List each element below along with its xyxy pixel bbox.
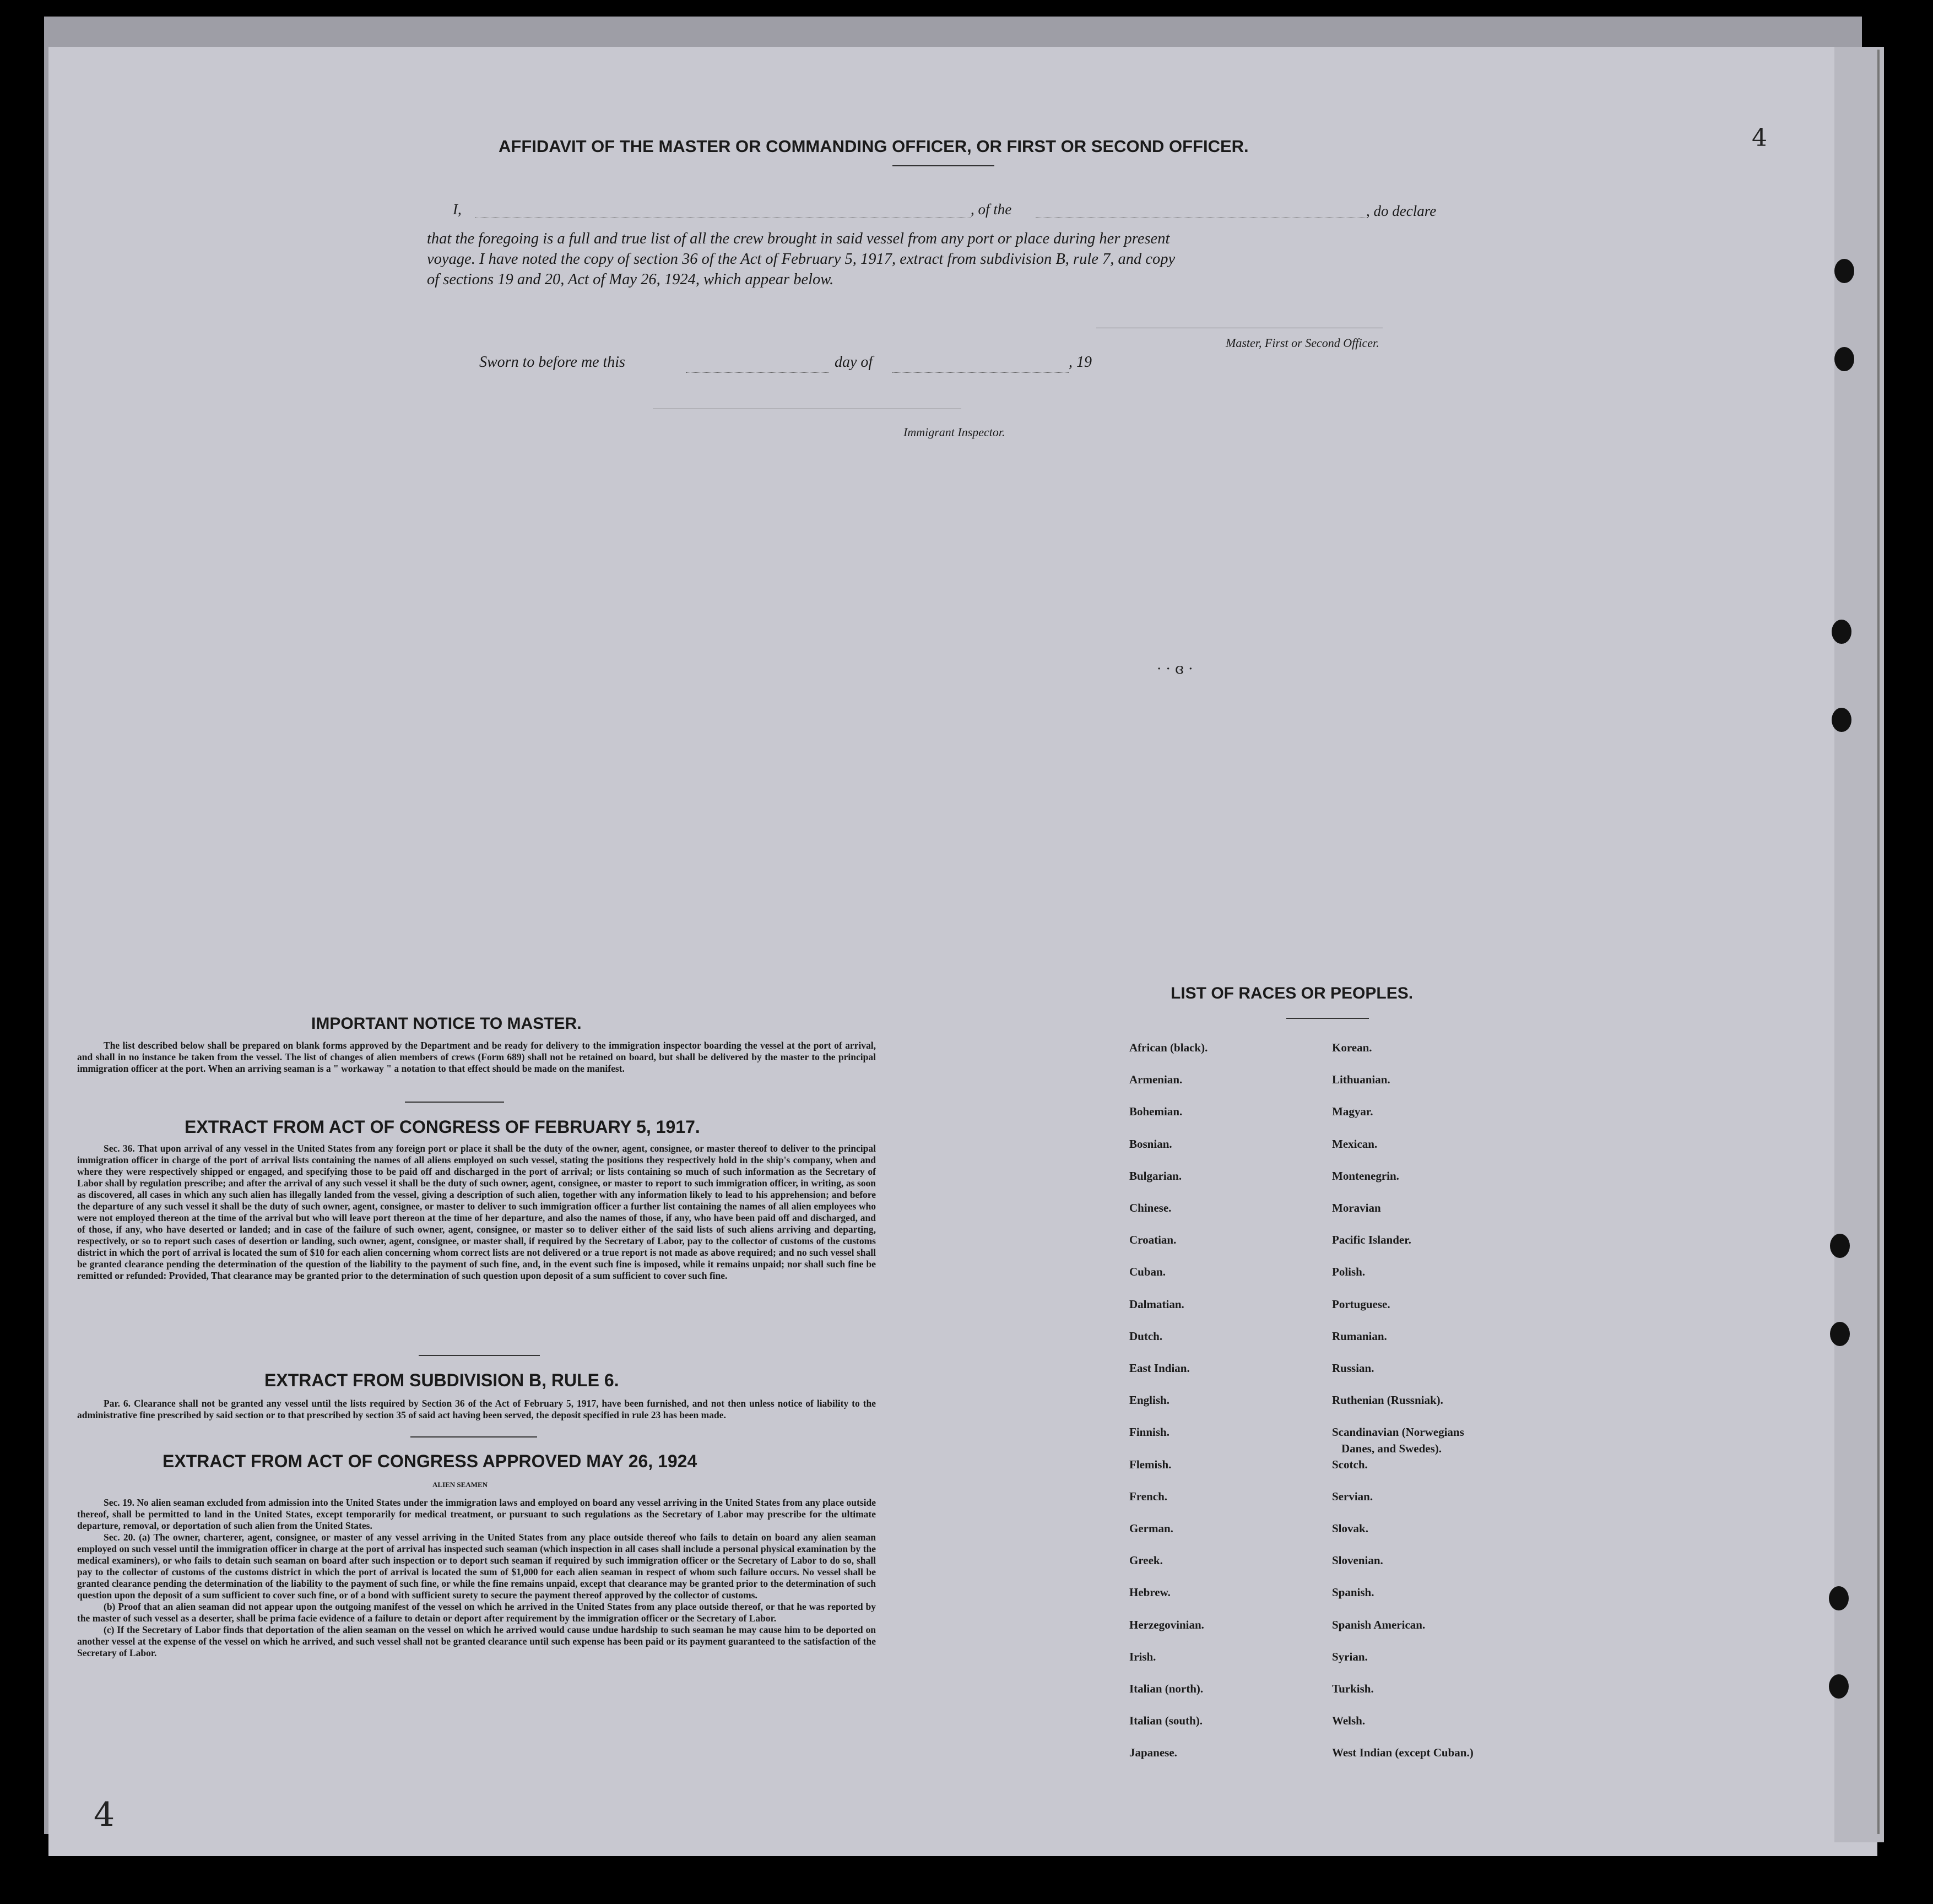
sec-36-paragraph: Sec. 36. That upon arrival of any vessel in the United States from any foreign port or place it shall be the duty of the owner, agent, consignee, or master thereof to deliver to the principal immigration officer in charge of the port of arrival lists containing the names of all aliens employed on such vessel, stating the positions they respectively hold in the ship's company, when and where they were respectively shipped or engaged, and specifying those to be paid off and discharged in the port of arrival; or lists containing so much of such information as the Secretary of Labor shall by regulation prescribe; and after the arrival of any such vessel it shall be the duty of such owner, agent, consignee, or master to report to such immigration officer, in writing, as soon as discovered, all cases in which any such alien has illegally landed from the vessel, giving a description of such alien, together with any information likely to lead to his apprehension; and before the departure of any such vessel it shall be the duty of such owner, agent, consignee, or master to deliver to such immigration officer a further list containing the names of all alien employees who were not employed thereon at the time of the arrival but who will leave port thereon at the time of her departure, and also the names of those, if any, who have been paid off and discharged, and of those, if any, who have deserted or landed; and in case of the failure of such owner, agent, consignee, or master so to deliver either of the said lists of such aliens arriving and departing, respectively, or so to report such cases of desertion or landing, such owner, agent, consignee, or master shall, if required by the Secretary of Labor, pay to the collector of customs of the customs district in which the port of arrival is located the sum of $10 for each alien concerning whom correct lists are not delivered or a true report is not made as above required; and no such vessel shall be granted clearance pending the determination of the question of the liability to the payment of such fine, and, in the event such fine is imposed, while it remains unpaid; nor shall such fine be remitted or refunded: Provided, That clearance may be granted prior to the determination of such question upon deposit of a sum sufficient to cover such fine. [77,1143,876,1281]
race-item: Syrian. [1332,1650,1368,1663]
race-item: West Indian (except Cuban.) [1332,1746,1474,1760]
binder-hole [1830,1322,1850,1346]
race-item: Irish. [1129,1650,1156,1663]
race-item: Rumanian. [1332,1329,1387,1343]
handwritten-page-mark: 4 [94,1795,115,1834]
race-item: Russian. [1332,1361,1374,1375]
extract-1917-title: EXTRACT FROM ACT OF CONGRESS OF FEBRUARY 5, 1917. [185,1117,700,1137]
race-item: Turkish. [1332,1682,1374,1695]
extract-1924-text [77,1497,876,1659]
race-item: Slovak. [1332,1522,1368,1535]
binder-hole [1829,1674,1849,1699]
sec-19-paragraph: Sec. 19. No alien seaman excluded from admission into the United States under the immigration laws and employed on board any vessel arriving in the United States from any place outside thereof, shall be permitted to land in the United States, except temporarily for medical treatment, or pursuant to such regulations as the Secretary of Labor may prescribe for the ultimate departure, removal, or deportation of such alien from the United States. [77,1497,876,1531]
section-rule [405,1102,504,1103]
master-signature-label: Master, First or Second Officer. [1226,336,1379,350]
race-item: Moravian [1332,1201,1381,1214]
race-item: Servian. [1332,1489,1373,1503]
race-item: African (black). [1129,1041,1208,1054]
race-item: Korean. [1332,1041,1372,1054]
inspector-signature-label: Immigrant Inspector. [903,425,1005,439]
year-label: , 19 [1069,354,1092,371]
affidavit-line-3: voyage. I have noted the copy of section 36 of the Act of February 5, 1917, extract from subdivision B, rule 7, and copy [427,251,1176,268]
extract-1917-text [77,1143,876,1282]
binder-hole [1832,620,1851,644]
do-declare-label: , do declare [1366,203,1437,219]
affidavit-title: AFFIDAVIT OF THE MASTER OR COMMANDING OFFICER, OR FIRST OR SECOND OFFICER. [499,137,1249,156]
sec-20b-paragraph: (b) Proof that an alien seaman did not appear upon the outgoing manifest of the vessel on which he arrived in the United States from any place outside thereof, or that he was reported by the master of such vessel as a deserter, shall be prima facie evidence of a failure to detain or deport after requirement by the immigration officer or the Secretary of Labor. [77,1601,876,1624]
title-rule [892,165,994,166]
race-item: Scotch. [1332,1457,1368,1471]
page-edge [1877,50,1880,1834]
par-6-paragraph: Par. 6. Clearance shall not be granted any vessel until the lists required by Section 36 of the Act of February 5, 1917, have been furnished, and not then unless notice of liability to the administrative fine prescribed by said section or to that prescribed by section 35 of said act having been served, the deposit specified in rule 23 has been made. [77,1398,876,1420]
section-rule [419,1355,540,1356]
binder-hole [1829,1586,1849,1610]
race-item: Spanish. [1332,1586,1374,1599]
race-item: Lithuanian. [1332,1073,1390,1087]
race-item: Slovenian. [1332,1554,1383,1567]
race-item: Dutch. [1129,1329,1163,1343]
race-item: Bosnian. [1129,1137,1172,1151]
of-the-label: , of the [971,201,1012,218]
race-item: Italian (south). [1129,1714,1203,1728]
race-item: French. [1129,1489,1168,1503]
race-item: Greek. [1129,1554,1163,1567]
race-item: English. [1129,1393,1169,1407]
race-item: Mexican. [1332,1137,1378,1151]
sec-20a-paragraph: Sec. 20. (a) The owner, charterer, agent, consignee, or master of any vessel arriving in the United States from any place outside thereof who fails to detain on board any alien seaman employed on such vessel until the immigration officer in charge at the port of arrival has inspected such seaman (which inspection in all cases shall include a personal physical examination by the medical examiners), or who fails to detain such seaman on board after such inspection or to deport such seaman if required by such immigration officer or the Secretary of Labor to do so, shall pay to the collector of customs of the customs district in which the port of arrival is located the sum of $1,000 for each alien seaman in respect of whom such failure occurs. No vessel shall be granted clearance pending the determination of the liability to the payment of such fine, or while the fine remains unpaid, except that clearance may be granted prior to the determination of such question upon the deposit of a sum sufficient to cover such fine, or of a bond with sufficient surety to secure the payment thereof approved by the collector of customs. [77,1532,876,1601]
race-item: Spanish American. [1332,1618,1426,1631]
race-item: Armenian. [1129,1073,1183,1087]
race-item: Japanese. [1129,1746,1177,1760]
vessel-blank[interactable] [1036,217,1366,218]
race-item: Italian (north). [1129,1682,1204,1695]
race-item: Danes, and Swedes). [1341,1442,1442,1455]
sworn-label: Sworn to before me this [479,354,625,371]
race-item: East Indian. [1129,1361,1190,1375]
bleed-through-text [308,110,320,142]
race-item: Magyar. [1332,1105,1373,1119]
affidavit-line-4: of sections 19 and 20, Act of May 26, 1924, which appear below. [427,271,834,288]
race-item: Croatian. [1129,1233,1177,1247]
race-item: Flemish. [1129,1457,1172,1471]
race-item: Montenegrin. [1332,1169,1399,1182]
day-of-label: day of [835,354,873,371]
rule-6-text [77,1398,876,1421]
affidavit-i-label: I, [453,201,462,218]
race-item: Pacific Islander. [1332,1233,1411,1247]
race-item: Hebrew. [1129,1586,1171,1599]
races-title: LIST OF RACES OR PEOPLES. [1171,984,1414,1002]
race-item: Bohemian. [1129,1105,1183,1119]
binder-hole [1834,347,1854,371]
sec-20c-paragraph: (c) If the Secretary of Labor finds that deportation of the alien seaman on the vessel on which he arrived would cause undue hardship to such seaman he may cause him to be deported on another vessel at the expense of the vessel on which he arrived, and such vessel shall not be granted clearance until such expense has been paid or its payment guaranteed to the satisfaction of the Secretary of Labor. [77,1624,876,1658]
races-title-rule [1286,1018,1369,1019]
race-item: Dalmatian. [1129,1297,1184,1311]
name-blank[interactable] [475,217,971,218]
race-item: Polish. [1332,1265,1366,1279]
race-item: Herzegovinian. [1129,1618,1204,1631]
notice-text [77,1040,876,1075]
notice-title: IMPORTANT NOTICE TO MASTER. [311,1015,582,1033]
binder-hole [1834,259,1854,283]
race-item: Welsh. [1332,1714,1366,1728]
affidavit-line-2: that the foregoing is a full and true list of all the crew brought in said vessel from any port or place during her present [427,230,1170,247]
binder-hole [1830,1234,1850,1258]
sworn-month-blank[interactable] [892,372,1069,373]
handwritten-page-mark: 4 [1752,124,1767,152]
race-item: Chinese. [1129,1201,1172,1214]
race-item: Ruthenian (Russniak). [1332,1393,1443,1407]
alien-seamen-subtitle: ALIEN SEAMEN [432,1480,488,1489]
race-item: Scandinavian (Norwegians [1332,1425,1464,1439]
stamp-smudge: · · ɞ · [1157,661,1193,677]
race-item: Cuban. [1129,1265,1166,1279]
race-item: Finnish. [1129,1425,1169,1439]
section-rule [410,1436,537,1438]
race-item: Portuguese. [1332,1297,1390,1311]
extract-1924-title: EXTRACT FROM ACT OF CONGRESS APPROVED MAY 26, 1924 [163,1451,697,1471]
binder-hole [1832,708,1851,732]
race-item: Bulgarian. [1129,1169,1182,1182]
sworn-day-blank[interactable] [686,372,829,373]
notice-paragraph: The list described below shall be prepared on blank forms approved by the Department and be ready for delivery to the immigration inspector boarding the vessel at the port of arrival, and shall in no instance be taken from the vessel. The list of changes of alien members of crews (Form 689) shall not be retained on board, but shall be delivered by the master to the principal immigration officer at the port. When an arriving seaman is a " workaway " a notation to that effect should be made on the manifest. [77,1040,876,1074]
race-item: German. [1129,1522,1173,1535]
underlying-page-strip [1834,47,1884,1842]
rule-6-title: EXTRACT FROM SUBDIVISION B, RULE 6. [264,1370,619,1390]
